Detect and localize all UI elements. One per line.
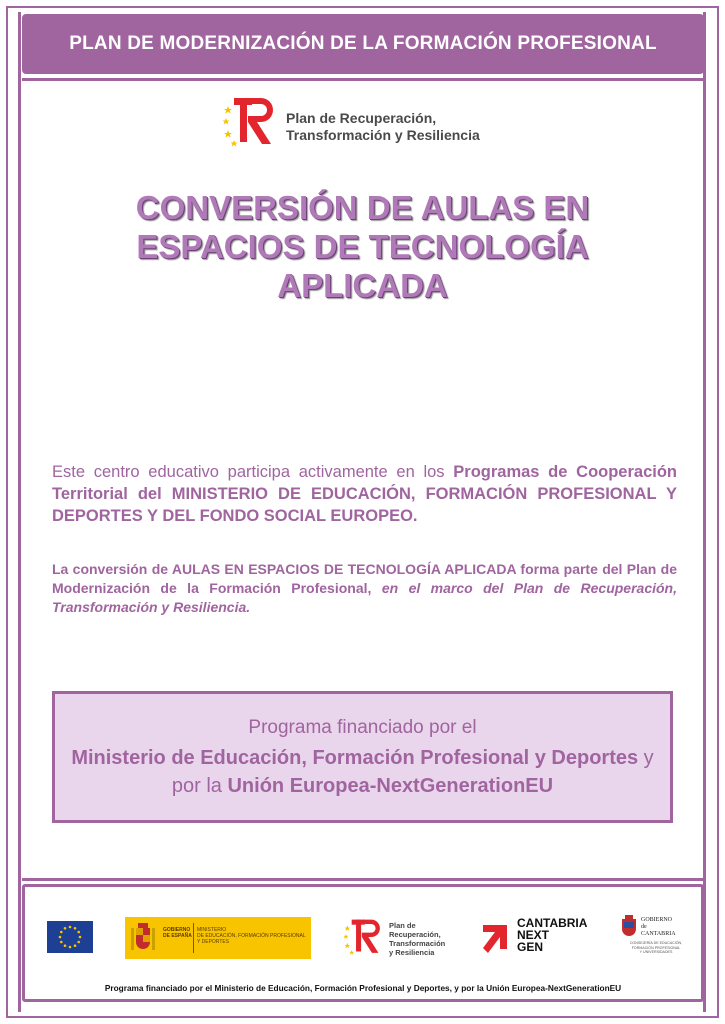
prtr-logo	[222, 96, 522, 150]
footer-caption: Programa financiado por el Ministerio de Educación, Formación Profesional y Deportes, y por la Unión Europea-NextGenerationEU	[104, 983, 622, 993]
conversion-paragraph	[52, 560, 677, 617]
cantabria-arrow-icon	[483, 919, 511, 955]
funding-line-1: Programa financiado por el	[248, 717, 477, 738]
cantabria-next-gen-text: CANTABRIA NEXT GEN	[517, 916, 588, 954]
cantabria-crest-icon	[621, 915, 637, 937]
funding-connector: y por la	[171, 747, 654, 797]
gobierno-espana-text: GOBIERNO DE ESPAÑA	[163, 927, 192, 939]
prtr-footer-text: Plan de Recuperación, Transformación y Resiliencia	[389, 921, 446, 957]
funding-ministry: Ministerio de Educación, Formación Profesional y Deportes	[71, 747, 639, 769]
participation-paragraph	[52, 461, 677, 527]
ministry-text: MINISTERIO DE EDUCACIÓN, FORMACIÓN PROFESIONAL Y DEPORTES	[197, 927, 306, 945]
gobierno-cantabria-logo	[621, 913, 691, 963]
footer-divider	[22, 878, 704, 881]
header-divider	[22, 78, 704, 81]
prtr-logo-text	[286, 110, 480, 144]
conversion-text-b: AULAS EN ESPACIOS DE TECNOLOGÍA APLICADA	[171, 561, 517, 577]
consejeria-text: CONSEJERÍA DE EDUCACIÓN, FORMACIÓN PROFESIONAL Y UNIVERSIDADES	[629, 941, 683, 954]
participation-text: Este centro educativo participa activamente en los	[52, 463, 454, 481]
participation-programs: Programas de Cooperación Territorial del MINISTERIO DE EDUCACIÓN, FORMACIÓN PROFESIONAL Y DEPORTES Y DEL FONDO SOCIAL EUROPEO.	[52, 463, 677, 525]
gobierno-separator	[193, 923, 194, 953]
prtr-line-2: Transformación y Resiliencia	[286, 127, 480, 143]
main-title-line-2: ESPACIOS DE TECNOLOGÍA	[136, 228, 589, 265]
cantabria-next-gen-logo	[483, 917, 603, 959]
header-bar	[22, 14, 704, 74]
main-title-line-3: APLICADA	[277, 267, 448, 304]
funding-eu: Unión Europea-NextGenerationEU	[227, 775, 554, 797]
spain-crest-icon	[129, 922, 157, 954]
conversion-text-a: La conversión de	[52, 561, 172, 577]
header-title: PLAN DE MODERNIZACIÓN DE LA FORMACIÓN PROFESIONAL	[69, 33, 657, 54]
gobierno-cantabria-text: GOBIERNO de CANTABRIA	[641, 917, 676, 937]
prtr-logo-icon	[343, 917, 385, 957]
funding-box	[52, 691, 673, 823]
conversion-text-c: forma parte del Plan de Modernización de la Formación Profesional,	[52, 561, 678, 596]
main-title-line-1: CONVERSIÓN DE AULAS EN	[135, 189, 590, 226]
prtr-logo-icon	[222, 96, 280, 148]
prtr-line-1: Plan de Recuperación,	[286, 110, 437, 126]
prtr-footer-logo	[343, 917, 463, 961]
conversion-text-italic: en el marco del Plan de Recuperación, Transformación y Resiliencia.	[52, 580, 677, 615]
footer-logos-box	[22, 884, 704, 1002]
eu-flag-icon	[47, 921, 93, 953]
main-title	[60, 188, 665, 305]
gobierno-espana-logo	[125, 917, 311, 959]
funding-line-2	[55, 744, 670, 800]
